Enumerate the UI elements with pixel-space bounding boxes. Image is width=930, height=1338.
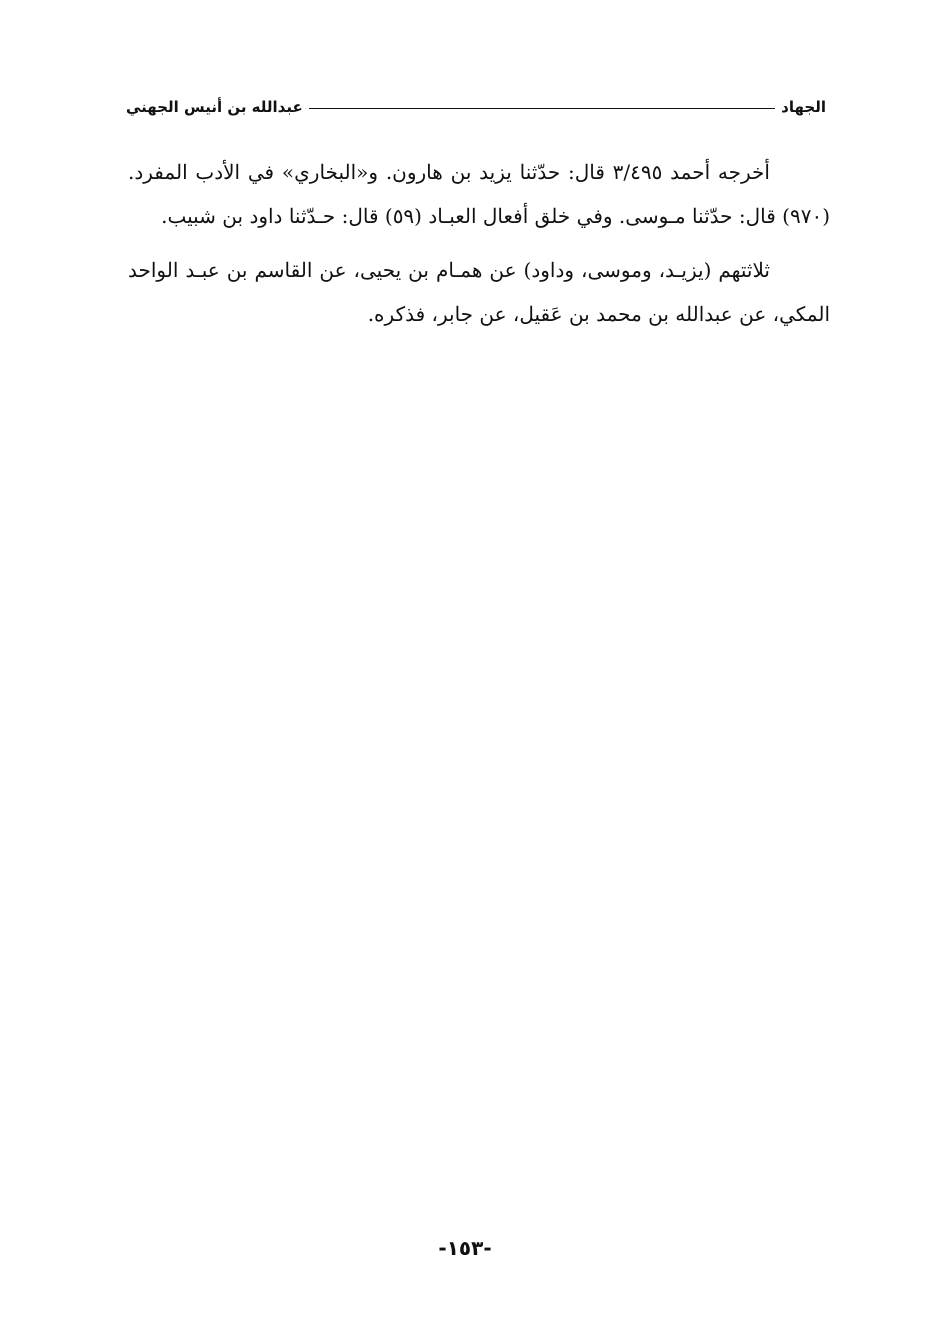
main-text — [128, 150, 830, 336]
page-number: -١٥٣- — [438, 1236, 492, 1260]
paragraph-1: أخرجه أحمد ٣/٤٩٥ قال: حدّثنا يزيد بن هارون. و«البخاري» في الأدب المفرد. (٩٧٠) قال: حدّثنا مـوسى. وفي خلق أفعال العبـاد (٥٩) قال: حـدّثنا داود بن شبيب. — [128, 160, 830, 228]
paragraph-2: ثلاثتهم (يزيـد، وموسى، وداود) عن همـام بن يحيى، عن القاسم بن عبـد الواحد المكي، عن عبدالله بن محمد بن عَقيل، عن جابر، فذكره. — [128, 258, 830, 326]
running-header — [126, 92, 826, 122]
header-subject-title: عبدالله بن أنيس الجهني — [126, 98, 303, 116]
header-chapter-title: الجهاد — [781, 98, 826, 116]
header-rule — [309, 108, 775, 109]
